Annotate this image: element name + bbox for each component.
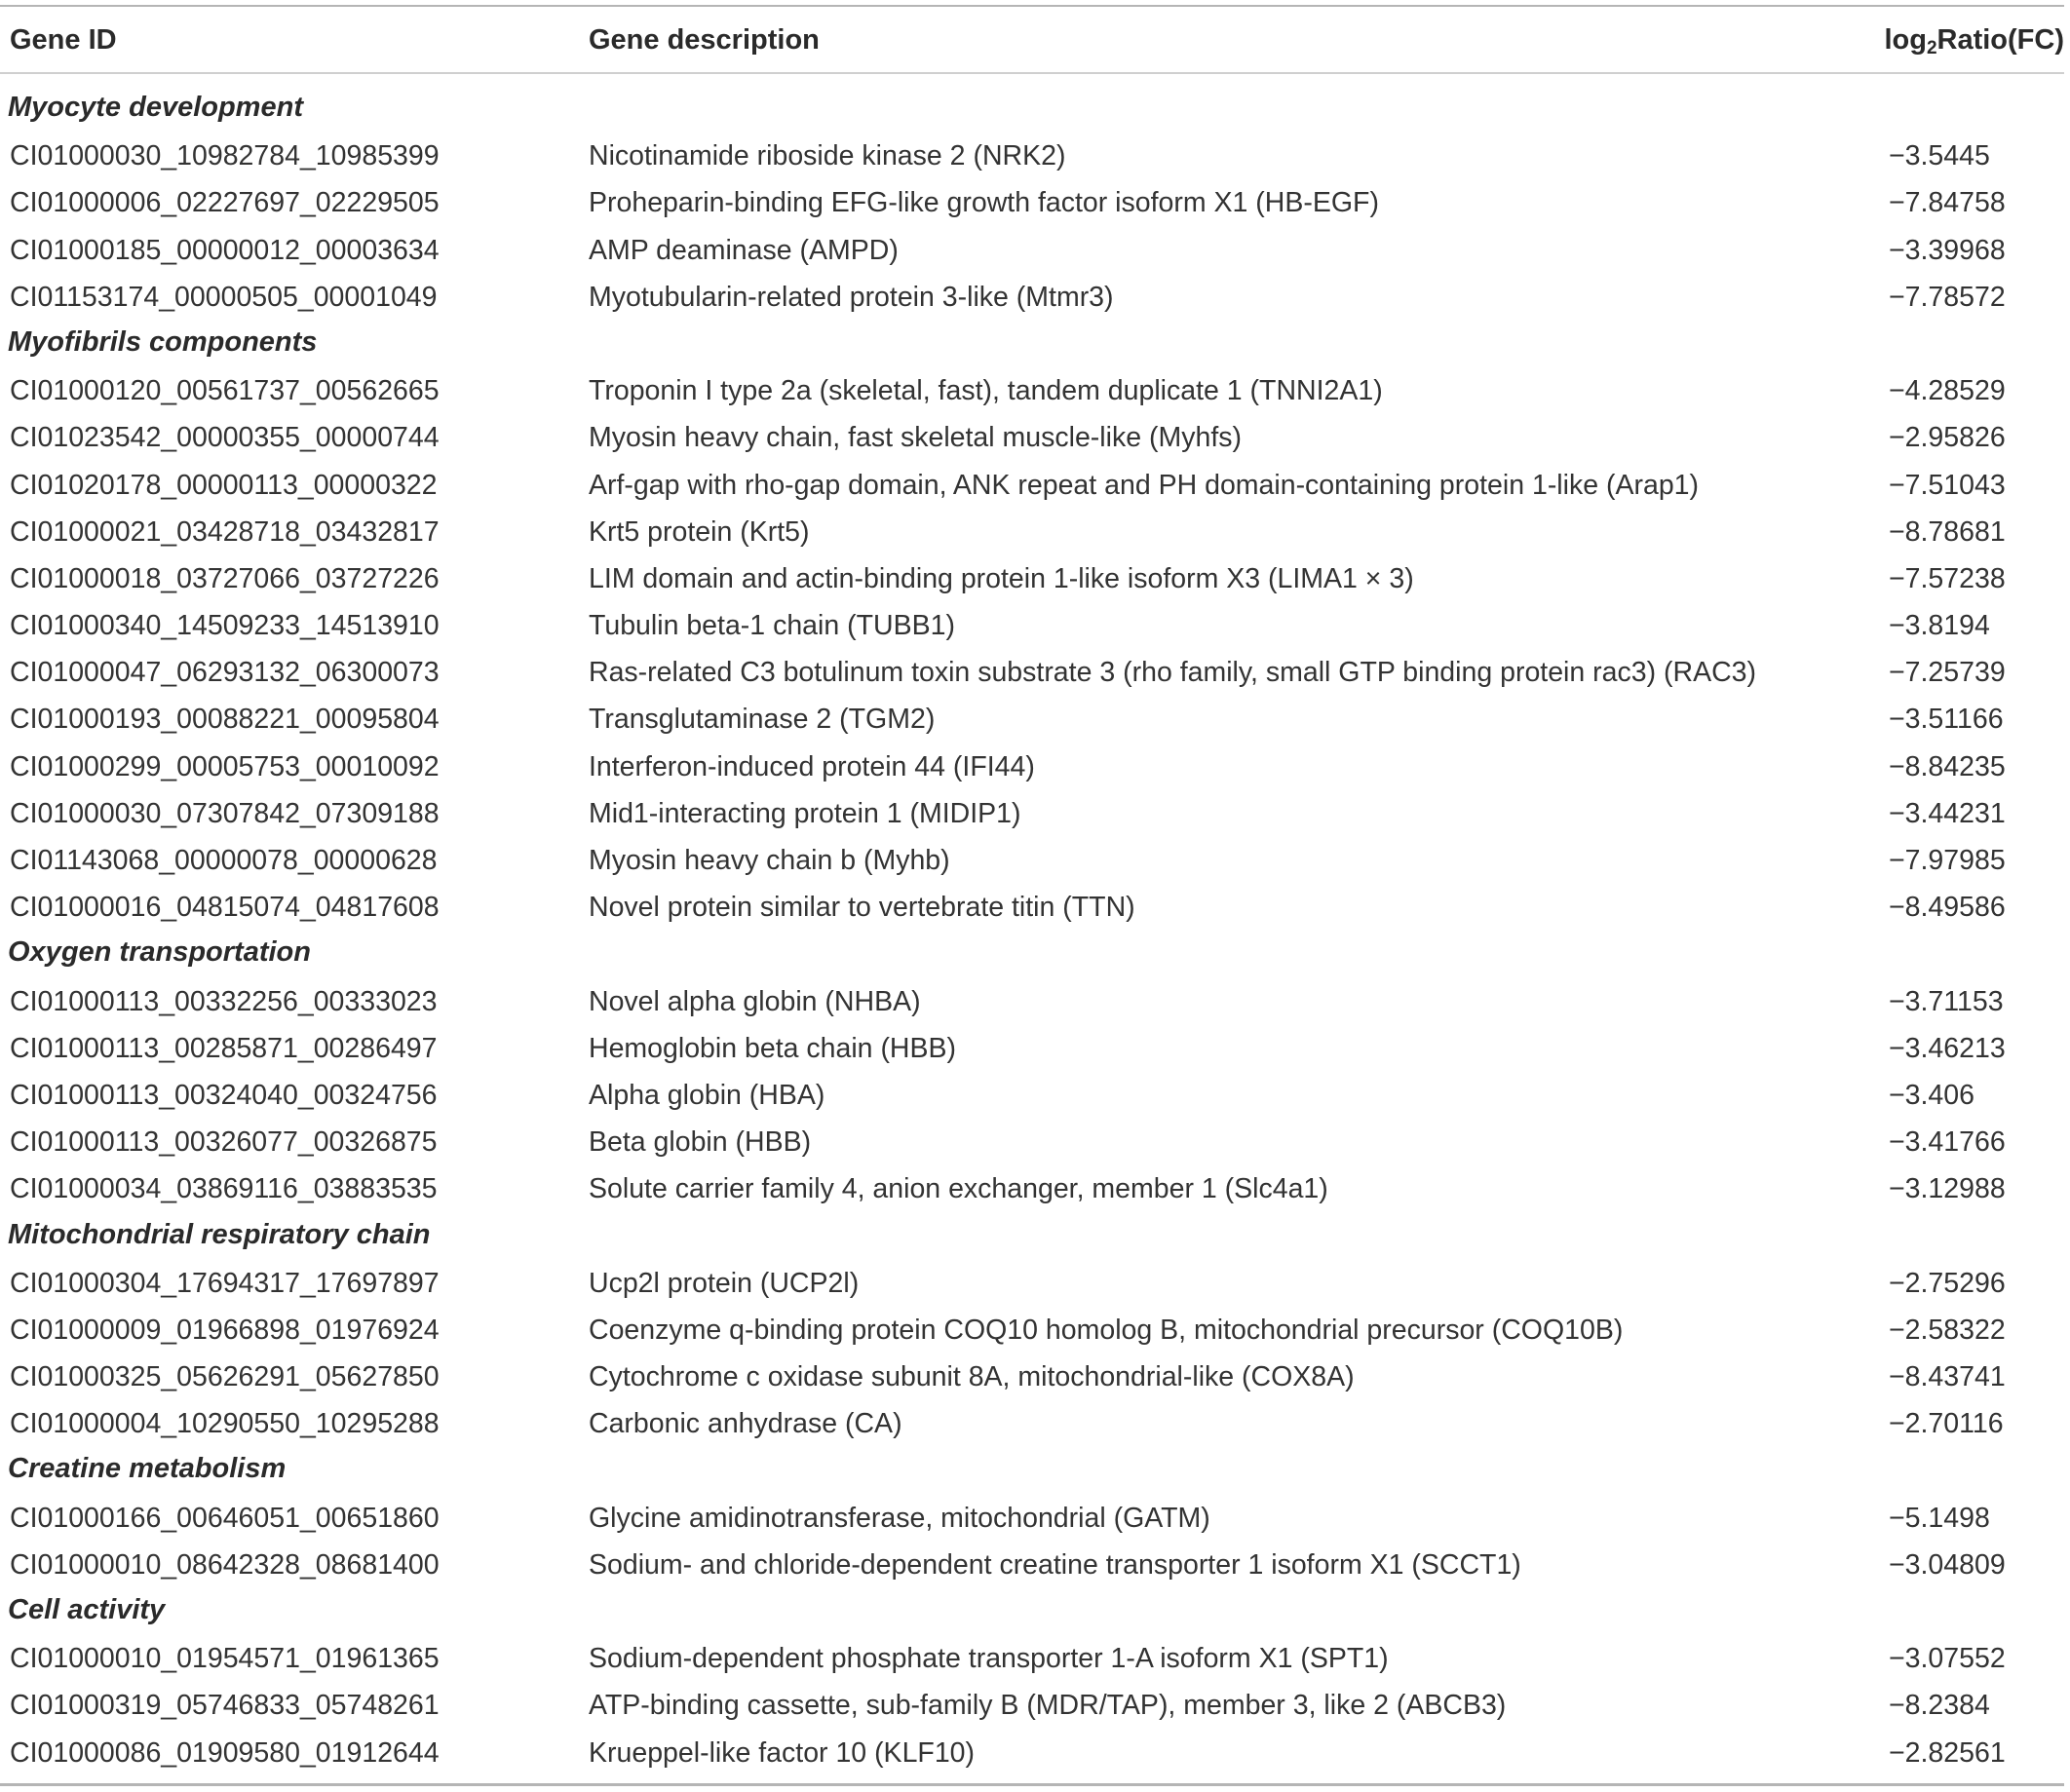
log2-ratio-cell: −3.04809 [1889, 1548, 2006, 1581]
log2-ratio-cell: −2.95826 [1889, 422, 2006, 454]
table-row [0, 509, 2070, 555]
gene-id-cell: CI01000304_17694317_17697897 [10, 1267, 440, 1299]
header-ratio-subscript: 2 [1926, 38, 1937, 58]
gene-description-cell: Glycine amidinotransferase, mitochondrial (GATM) [589, 1502, 1210, 1534]
gene-description-cell: Hemoglobin beta chain (HBB) [589, 1032, 957, 1064]
log2-ratio-cell: −3.71153 [1889, 985, 2004, 1017]
gene-description-cell: Beta globin (HBB) [589, 1126, 812, 1159]
table-row [0, 133, 2070, 179]
table-body [0, 86, 2070, 1776]
gene-description-cell: Tubulin beta-1 chain (TUBB1) [589, 610, 955, 642]
log2-ratio-cell: −3.41766 [1889, 1126, 2006, 1159]
table-row [0, 227, 2070, 274]
table-row [0, 1119, 2070, 1165]
gene-id-cell: CI01143068_00000078_00000628 [10, 845, 438, 876]
table-row [0, 696, 2070, 743]
header-gene-description: Gene description [589, 24, 820, 56]
gene-description-cell: Myosin heavy chain b (Myhb) [589, 845, 950, 876]
category-row [0, 321, 2070, 367]
log2-ratio-cell: −2.70116 [1889, 1408, 2004, 1440]
gene-id-cell: CI01000034_03869116_03883535 [10, 1173, 438, 1205]
gene-description-cell: Cytochrome c oxidase subunit 8A, mitochondrial-like (COX8A) [589, 1361, 1355, 1393]
gene-id-cell: CI01000113_00332256_00333023 [10, 985, 438, 1017]
log2-ratio-cell: −3.07552 [1889, 1643, 2006, 1675]
gene-id-cell: CI01000010_01954571_01961365 [10, 1643, 440, 1675]
table-row [0, 179, 2070, 226]
table-row [0, 462, 2070, 509]
table-row [0, 367, 2070, 414]
table-row [0, 1682, 2070, 1729]
table-header-row [0, 5, 2070, 72]
category-row [0, 931, 2070, 977]
gene-description-cell: Transglutaminase 2 (TGM2) [589, 704, 936, 736]
table-row [0, 1307, 2070, 1354]
category-label: Creatine metabolism [8, 1453, 287, 1485]
table-row [0, 1260, 2070, 1307]
gene-description-cell: Myosin heavy chain, fast skeletal muscle-like (Myhfs) [589, 422, 1242, 454]
table-row [0, 274, 2070, 321]
gene-description-cell: Alpha globin (HBA) [589, 1079, 825, 1111]
table-row [0, 1400, 2070, 1447]
gene-id-cell: CI01000299_00005753_00010092 [10, 750, 440, 782]
gene-description-cell: Arf-gap with rho-gap domain, ANK repeat and PH domain-containing protein 1-like (Arap1) [589, 469, 1700, 501]
log2-ratio-cell: −3.51166 [1889, 704, 2004, 736]
gene-description-cell: Ucp2l protein (UCP2l) [589, 1267, 860, 1299]
gene-description-cell: LIM domain and actin-binding protein 1-like isoform X3 (LIMA1 × 3) [589, 562, 1414, 594]
category-row [0, 1588, 2070, 1635]
log2-ratio-cell: −7.51043 [1889, 469, 2006, 501]
gene-description-cell: Nicotinamide riboside kinase 2 (NRK2) [589, 140, 1066, 172]
log2-ratio-cell: −3.5445 [1889, 140, 1990, 172]
gene-id-cell: CI01000021_03428718_03432817 [10, 515, 440, 548]
gene-id-cell: CI01000009_01966898_01976924 [10, 1314, 440, 1346]
log2-ratio-cell: −3.46213 [1889, 1032, 2006, 1064]
table-row [0, 1730, 2070, 1776]
log2-ratio-cell: −7.78572 [1889, 281, 2006, 313]
gene-id-cell: CI01000086_01909580_01912644 [10, 1736, 440, 1769]
gene-description-cell: Mid1-interacting protein 1 (MIDIP1) [589, 797, 1021, 829]
gene-id-cell: CI01020178_00000113_00000322 [10, 469, 438, 501]
table-row [0, 1165, 2070, 1212]
gene-id-cell: CI01000120_00561737_00562665 [10, 375, 440, 407]
table-row [0, 1025, 2070, 1072]
gene-id-cell: CI01000006_02227697_02229505 [10, 187, 440, 219]
gene-description-cell: Carbonic anhydrase (CA) [589, 1408, 902, 1440]
gene-id-cell: CI01000185_00000012_00003634 [10, 234, 440, 266]
category-label: Myofibrils components [8, 325, 318, 358]
log2-ratio-cell: −7.57238 [1889, 562, 2006, 594]
table-row [0, 978, 2070, 1025]
header-gene-id: Gene ID [10, 24, 117, 56]
table-row [0, 1354, 2070, 1400]
log2-ratio-cell: −3.12988 [1889, 1173, 2006, 1205]
table-row [0, 1495, 2070, 1542]
gene-id-cell: CI01153174_00000505_00001049 [10, 281, 438, 313]
table-row [0, 1635, 2070, 1682]
log2-ratio-cell: −5.1498 [1889, 1502, 1990, 1534]
category-label: Oxygen transportation [8, 936, 311, 969]
header-ratio-prefix: log [1884, 24, 1927, 56]
log2-ratio-cell: −3.8194 [1889, 610, 1990, 642]
category-label: Mitochondrial respiratory chain [8, 1218, 431, 1250]
log2-ratio-cell: −8.43741 [1889, 1361, 2006, 1393]
gene-id-cell: CI01000113_00326077_00326875 [10, 1126, 438, 1159]
gene-id-cell: CI01000010_08642328_08681400 [10, 1548, 440, 1581]
category-row [0, 1213, 2070, 1260]
gene-description-cell: AMP deaminase (AMPD) [589, 234, 899, 266]
table-row [0, 1072, 2070, 1119]
gene-description-cell: Interferon-induced protein 44 (IFI44) [589, 750, 1035, 782]
table-bottom-rule [0, 1783, 2064, 1786]
gene-id-cell: CI01000193_00088221_00095804 [10, 704, 440, 736]
gene-id-cell: CI01000325_05626291_05627850 [10, 1361, 440, 1393]
table-row [0, 414, 2070, 461]
table-row [0, 743, 2070, 790]
category-row [0, 1447, 2070, 1494]
log2-ratio-cell: −3.44231 [1889, 797, 2006, 829]
gene-description-cell: Ras-related C3 botulinum toxin substrate 3 (rho family, small GTP binding protein rac3) (RAC3) [589, 657, 1757, 689]
header-ratio-suffix: Ratio(FC) [1936, 24, 2064, 56]
log2-ratio-cell: −3.406 [1889, 1079, 1974, 1111]
gene-id-cell: CI01000047_06293132_06300073 [10, 657, 440, 689]
gene-id-cell: CI01000004_10290550_10295288 [10, 1408, 440, 1440]
gene-description-cell: Sodium-dependent phosphate transporter 1-A isoform X1 (SPT1) [589, 1643, 1389, 1675]
gene-description-cell: Proheparin-binding EFG-like growth factor isoform X1 (HB-EGF) [589, 187, 1379, 219]
gene-description-cell: Novel protein similar to vertebrate titin (TTN) [589, 892, 1135, 924]
gene-id-cell: CI01000319_05746833_05748261 [10, 1690, 440, 1722]
log2-ratio-cell: −2.75296 [1889, 1267, 2006, 1299]
log2-ratio-cell: −4.28529 [1889, 375, 2006, 407]
category-label: Cell activity [8, 1594, 166, 1625]
log2-ratio-cell: −7.84758 [1889, 187, 2006, 219]
gene-description-cell: Solute carrier family 4, anion exchanger, member 1 (Slc4a1) [589, 1173, 1328, 1205]
table-row [0, 649, 2070, 696]
gene-description-cell: Sodium- and chloride-dependent creatine transporter 1 isoform X1 (SCCT1) [589, 1548, 1521, 1581]
log2-ratio-cell: −2.58322 [1889, 1314, 2006, 1346]
gene-description-cell: Krt5 protein (Krt5) [589, 515, 810, 548]
gene-id-cell: CI01000018_03727066_03727226 [10, 562, 440, 594]
table-row [0, 790, 2070, 837]
header-log2-ratio [1884, 24, 2064, 59]
table-header-rule [0, 72, 2064, 74]
log2-ratio-cell: −7.97985 [1889, 845, 2006, 876]
gene-description-cell: Myotubularin-related protein 3-like (Mtmr3) [589, 281, 1114, 313]
gene-id-cell: CI01000030_10982784_10985399 [10, 140, 440, 172]
gene-id-cell: CI01023542_00000355_00000744 [10, 422, 440, 454]
gene-id-cell: CI01000030_07307842_07309188 [10, 797, 440, 829]
gene-description-cell: Krueppel-like factor 10 (KLF10) [589, 1736, 976, 1769]
category-row [0, 86, 2070, 133]
log2-ratio-cell: −2.82561 [1889, 1736, 2006, 1769]
gene-id-cell: CI01000016_04815074_04817608 [10, 892, 440, 924]
table-row [0, 1542, 2070, 1588]
table-row [0, 884, 2070, 931]
gene-id-cell: CI01000166_00646051_00651860 [10, 1502, 440, 1534]
log2-ratio-cell: −8.78681 [1889, 515, 2006, 548]
gene-id-cell: CI01000113_00324040_00324756 [10, 1079, 438, 1111]
gene-description-cell: Coenzyme q-binding protein COQ10 homolog B, mitochondrial precursor (COQ10B) [589, 1314, 1624, 1346]
category-label: Myocyte development [8, 92, 303, 123]
table-row [0, 837, 2070, 884]
gene-description-cell: Troponin I type 2a (skeletal, fast), tandem duplicate 1 (TNNI2A1) [589, 375, 1383, 407]
gene-description-cell: ATP-binding cassette, sub-family B (MDR/TAP), member 3, like 2 (ABCB3) [589, 1690, 1507, 1722]
gene-id-cell: CI01000113_00285871_00286497 [10, 1032, 438, 1064]
log2-ratio-cell: −3.39968 [1889, 234, 2006, 266]
table-row [0, 555, 2070, 602]
log2-ratio-cell: −8.49586 [1889, 892, 2006, 924]
gene-id-cell: CI01000340_14509233_14513910 [10, 610, 440, 642]
log2-ratio-cell: −7.25739 [1889, 657, 2006, 689]
log2-ratio-cell: −8.84235 [1889, 750, 2006, 782]
table-row [0, 602, 2070, 649]
gene-description-cell: Novel alpha globin (NHBA) [589, 985, 921, 1017]
log2-ratio-cell: −8.2384 [1889, 1690, 1990, 1722]
